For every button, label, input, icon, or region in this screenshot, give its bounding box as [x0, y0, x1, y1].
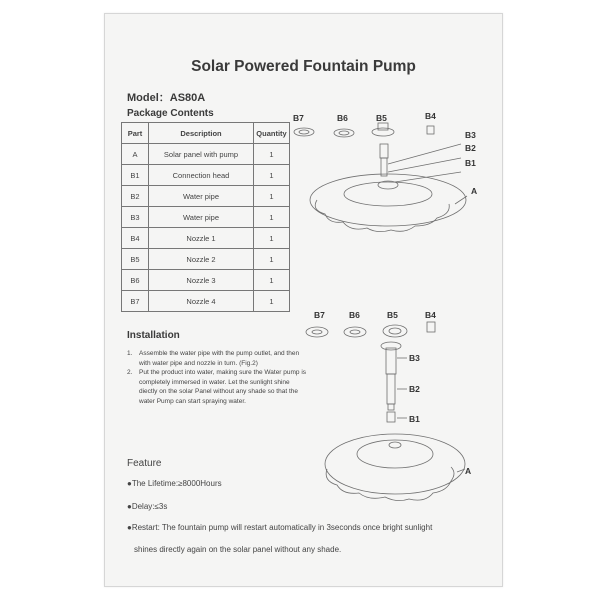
- fig2-pipe-b3-shape: [386, 348, 396, 374]
- fig2-label-b3: B3: [409, 353, 420, 363]
- cell-quantity: 1: [254, 165, 290, 186]
- cell-part: B5: [122, 249, 149, 270]
- document-title: Solar Powered Fountain Pump: [191, 58, 416, 75]
- fig2-connector-b1-shape: [387, 412, 395, 422]
- cell-quantity: 1: [254, 144, 290, 165]
- fig2-nozzle-b5-shape: [383, 325, 407, 337]
- fig2-nozzle-b4-shape: [427, 322, 435, 332]
- fig2-nozzle-b7-shape: [306, 327, 328, 337]
- fig2-label-b1: B1: [409, 414, 420, 424]
- step-text: Assemble the water pipe with the pump outlet, and then with water pipe and nozzle in turn. (Fig.2): [139, 350, 300, 367]
- fig1-label-b2: B2: [465, 143, 476, 153]
- fig2-label-b6: B6: [349, 310, 360, 320]
- installation-heading: Installation: [127, 330, 180, 341]
- feature-lifetime: ●The Lifetime:≥8000Hours: [127, 479, 222, 488]
- feature-restart-line1: ●Restart: The fountain pump will restart automatically in 3seconds once bright sunlight: [127, 523, 433, 532]
- cell-description: Water pipe: [149, 186, 254, 207]
- cell-description: Solar panel with pump: [149, 144, 254, 165]
- figure-2-exploded-assembly: [105, 14, 502, 586]
- fig1-label-b4: B4: [425, 111, 436, 121]
- cell-quantity: 1: [254, 249, 290, 270]
- fig2-nozzle-b6-shape: [344, 327, 366, 337]
- cell-quantity: 1: [254, 207, 290, 228]
- cell-part: A: [122, 144, 149, 165]
- package-contents-heading: Package Contents: [127, 108, 214, 119]
- cell-description: Nozzle 4: [149, 291, 254, 312]
- fig1-label-b5: B5: [376, 113, 387, 123]
- step-text: Put the product into water, making sure the Water pump is completely immersed in water. Let the sunlight shine diectly on the solar Panel without any shade so that the water Pump can start spraying water.: [139, 369, 307, 405]
- cell-quantity: 1: [254, 228, 290, 249]
- col-header-quantity: Quantity: [254, 123, 290, 144]
- cell-quantity: 1: [254, 291, 290, 312]
- cell-quantity: 1: [254, 270, 290, 291]
- fig1-label-b1: B1: [465, 158, 476, 168]
- step-number: 1.: [127, 350, 133, 357]
- cell-part: B3: [122, 207, 149, 228]
- fig1-label-a: A: [471, 186, 478, 196]
- manual-sheet: [104, 13, 503, 587]
- feature-heading: Feature: [127, 458, 162, 469]
- cell-part: B6: [122, 270, 149, 291]
- fig1-label-b7: B7: [293, 113, 304, 123]
- fig2-label-b2: B2: [409, 384, 420, 394]
- fig2-label-a: A: [465, 466, 472, 476]
- cell-description: Nozzle 1: [149, 228, 254, 249]
- model-number: Model：AS80A: [127, 92, 206, 104]
- step-number: 2.: [127, 369, 133, 377]
- cell-description: Water pipe: [149, 207, 254, 228]
- fig1-label-b6: B6: [337, 113, 348, 123]
- fig1-label-b3: B3: [465, 130, 476, 140]
- cell-part: B4: [122, 228, 149, 249]
- fig2-solar-base-a-shape: [325, 434, 465, 494]
- feature-delay: ●Delay:≤3s: [127, 502, 168, 511]
- cell-part: B2: [122, 186, 149, 207]
- col-header-part: Part: [122, 123, 149, 144]
- fig2-label-b4: B4: [425, 310, 436, 320]
- feature-restart-line2: shines directly again on the solar panel without any shade.: [134, 545, 342, 554]
- fig2-label-b5: B5: [387, 310, 398, 320]
- cell-part: B7: [122, 291, 149, 312]
- cell-quantity: 1: [254, 186, 290, 207]
- cell-description: Connection head: [149, 165, 254, 186]
- cell-part: B1: [122, 165, 149, 186]
- col-header-description: Description: [149, 123, 254, 144]
- fig2-pipe-b2-shape: [387, 374, 395, 404]
- cell-description: Nozzle 3: [149, 270, 254, 291]
- fig2-label-b7: B7: [314, 310, 325, 320]
- cell-description: Nozzle 2: [149, 249, 254, 270]
